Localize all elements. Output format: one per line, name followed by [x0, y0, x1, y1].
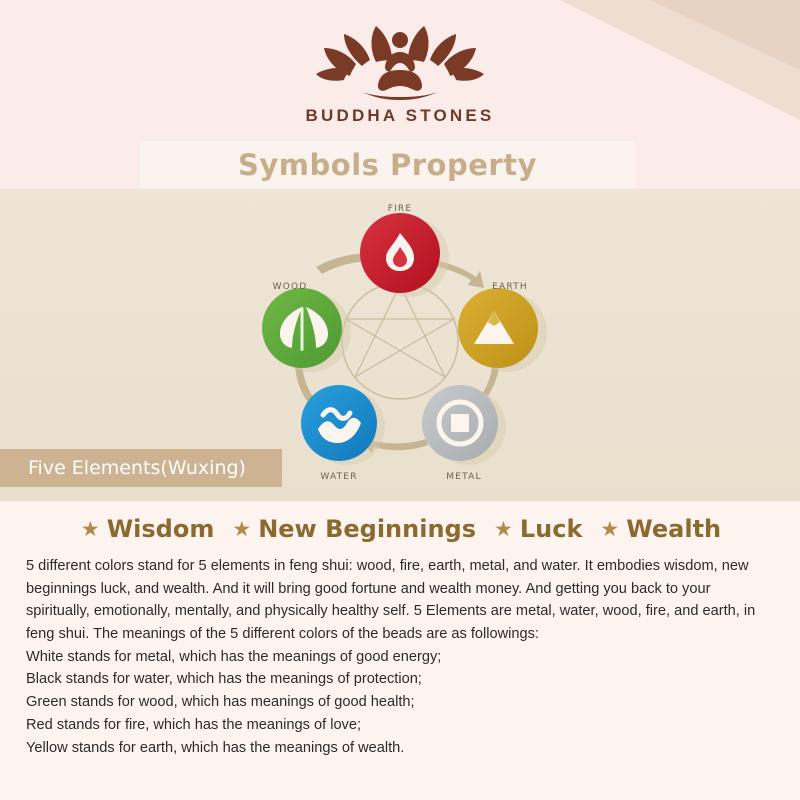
five-elements-tag-label: Five Elements(Wuxing)	[28, 457, 246, 479]
meaning-line-water: Black stands for water, which has the meanings of protection;	[26, 671, 422, 688]
brand-name: BUDDHA STONES	[305, 106, 495, 125]
page-title-band	[140, 141, 635, 189]
five-elements-tag	[0, 449, 282, 487]
label-fire: FIRE	[387, 204, 413, 214]
highlight-label: Wealth	[626, 515, 722, 543]
meaning-line-wood: Green stands for wood, which has meanings of good health;	[26, 694, 415, 711]
description-block	[0, 501, 800, 800]
element-wood	[262, 282, 351, 372]
star-icon: ★	[232, 516, 252, 541]
description-paragraph: 5 different colors stand for 5 elements in feng shui: wood, fire, earth, metal, and water. It embodies wisdom, new beginnings luck, and wealth. And it will bring good fortune and wealth money. And getting you back to your spiritually, emotionally, mentally, and physically healthy self. 5 Elements are metal, water, wood, fire, and earth, in feng shui. The meanings of the 5 different colors of the beads are as followings:	[26, 558, 756, 643]
highlights-row	[26, 515, 776, 543]
label-metal: METAL	[446, 472, 482, 482]
highlight-new-beginnings	[232, 515, 476, 543]
page-title: Symbols Property	[238, 148, 537, 182]
meaning-line-fire: Red stands for fire, which has the meanings of love;	[26, 716, 362, 733]
element-water	[301, 385, 385, 482]
element-earth	[458, 282, 547, 372]
label-earth: EARTH	[492, 282, 528, 292]
meaning-line-metal: White stands for metal, which has the meanings of good energy;	[26, 648, 442, 665]
star-icon: ★	[494, 516, 513, 541]
star-icon: ★	[80, 516, 100, 541]
highlight-wisdom	[81, 515, 215, 543]
highlight-wealth	[600, 515, 721, 543]
element-fire	[360, 204, 449, 297]
lotus-meditation-icon	[310, 18, 490, 104]
highlight-label: New Beginnings	[258, 515, 477, 543]
highlight-luck	[494, 515, 582, 543]
element-metal	[422, 385, 506, 482]
meaning-line-earth: Yellow stands for earth, which has the meanings of wealth.	[26, 739, 405, 756]
highlight-label: Luck	[519, 515, 583, 543]
label-water: WATER	[320, 472, 358, 482]
star-icon: ★	[600, 516, 620, 541]
label-wood: WOOD	[272, 282, 308, 292]
brand-header	[0, 0, 800, 142]
highlight-label: Wisdom	[106, 515, 215, 543]
